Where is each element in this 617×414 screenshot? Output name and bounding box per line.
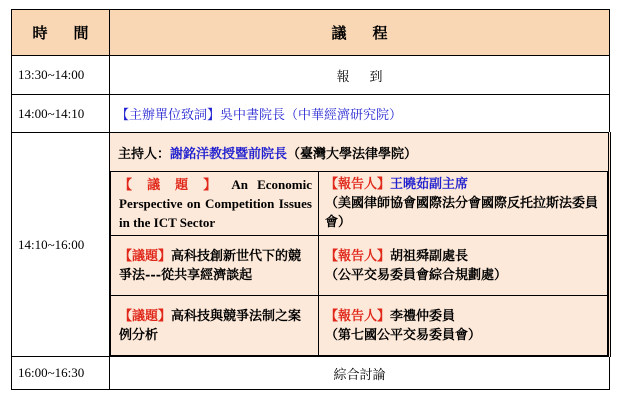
time-column-header: 時間 (12, 10, 110, 56)
agenda-row (12, 95, 610, 133)
speaker-name: 王曉茹副主席 (390, 177, 469, 192)
row-content: 報到 (110, 56, 610, 95)
topic-cell (111, 236, 319, 296)
speaker-tag: 【報告人】 (325, 248, 391, 264)
header-row (12, 10, 610, 56)
speaker-tag: 【報告人】 (325, 177, 391, 192)
topic-tag: 【 議 題 】 (119, 177, 223, 192)
row-time: 14:10~16:00 (12, 133, 110, 357)
opening-remarks-speaker: 吳中書院長（中華經濟研究院） (220, 108, 403, 123)
topic-cell (111, 296, 319, 356)
row-time: 16:00~16:30 (12, 357, 110, 390)
speaker-affiliation: （美國律師協會國際法分會國際反托拉斯法委員會） (325, 196, 599, 230)
session-items (110, 171, 608, 356)
speaker-name: 胡祖舜副處長 (390, 248, 469, 264)
speaker-affiliation: （公平交易委員會綜合規劃處） (325, 267, 508, 283)
agenda-row (12, 56, 610, 95)
topic-text: 高科技與競爭法制之案例分析 (119, 308, 302, 343)
chair-name: 謝銘洋教授暨前院長 (170, 146, 288, 162)
speaker-cell (319, 296, 608, 356)
session-block (110, 133, 610, 357)
topic-text: 高科技創新世代下的競爭法---從共享經濟談起 (119, 248, 302, 283)
topic-tag: 【議題】 (119, 248, 172, 264)
topic-text: An Economic Perspective on Competition Issues in the ICT Sector (119, 177, 312, 230)
row-content: 綜合討論 (110, 357, 610, 390)
speaker-tag: 【報告人】 (325, 308, 391, 324)
session-item (111, 296, 608, 356)
session-item (111, 236, 608, 296)
speaker-affiliation: （第七國公平交易委員會） (325, 327, 482, 343)
speaker-cell (319, 236, 608, 296)
agenda-row-session (12, 133, 610, 357)
row-time: 13:30~14:00 (12, 56, 110, 95)
speaker-name: 李禮仲委員 (390, 308, 456, 324)
agenda-row (12, 357, 610, 390)
topic-tag: 【議題】 (119, 308, 172, 324)
row-content (110, 95, 610, 133)
opening-remarks-tag: 【主辦單位致詞】 (116, 108, 221, 123)
agenda-column-header: 議程 (110, 10, 610, 56)
session-chair: 主持人： 謝銘洋教授暨前院長 （臺灣大學法律學院） (110, 133, 608, 171)
row-time: 14:00~14:10 (12, 95, 110, 133)
speaker-cell (319, 172, 608, 236)
agenda-table (11, 9, 611, 390)
topic-cell (111, 172, 319, 236)
session-item (111, 172, 608, 236)
